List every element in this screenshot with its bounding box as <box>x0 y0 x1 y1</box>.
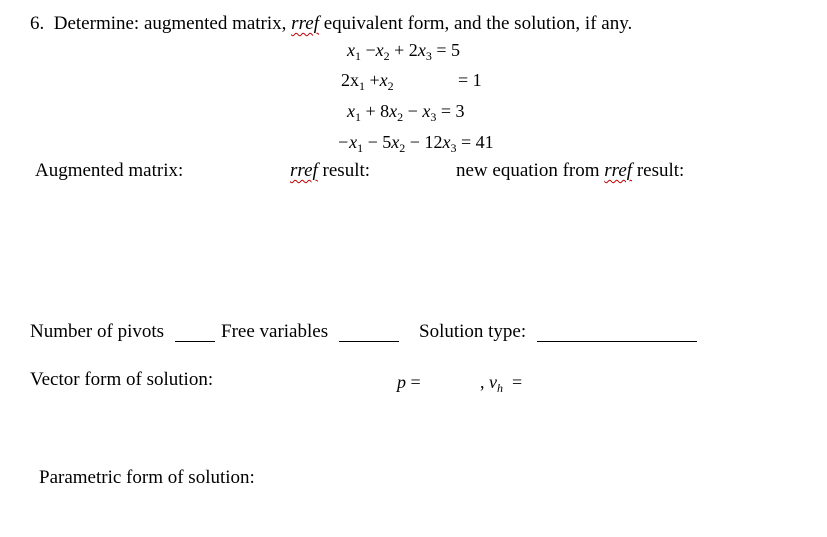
rref-result-text: result: <box>317 160 371 181</box>
p-vector-expression <box>397 371 421 393</box>
free-variables-blank[interactable] <box>339 323 399 347</box>
v-symbol: v <box>489 372 497 392</box>
vh-vector-expression <box>480 371 522 393</box>
solution-type-label: Solution type: <box>419 321 527 342</box>
eq4-term2: x <box>391 132 400 152</box>
eq2-op1: + <box>365 70 380 90</box>
eq1-op2: + 2 <box>389 40 418 60</box>
number-of-pivots-label: Number of pivots <box>30 321 165 342</box>
rref-result-label <box>290 160 370 182</box>
problem-rref-word: rref <box>291 13 319 34</box>
eq1-rhs: = 5 <box>431 40 460 60</box>
equation-4 <box>337 131 494 153</box>
v-sub: h <box>497 381 503 395</box>
eq1-op1: − <box>361 40 376 60</box>
new-equation-suffix: result: <box>632 160 685 181</box>
problem-number: 6. <box>30 13 45 34</box>
eq1-sub2: 2 <box>383 49 390 63</box>
vector-form-label: Vector form of solution: <box>30 369 214 390</box>
parametric-form-label: Parametric form of solution: <box>39 467 255 488</box>
problem-prefix: Determine: augmented matrix, <box>53 13 292 34</box>
eq2-sub2: 2 <box>387 79 394 93</box>
vh-equals: = <box>512 372 523 392</box>
new-equation-prefix: new equation from <box>456 160 605 181</box>
eq3-sub1: 1 <box>355 110 361 124</box>
eq4-rhs: = 41 <box>456 132 494 152</box>
eq2-rhs: = 1 <box>458 70 482 90</box>
eq4-sub3: 3 <box>450 141 457 155</box>
new-equation-rref-word: rref <box>604 160 633 181</box>
eq4-op1: − 5 <box>363 132 392 152</box>
eq4-sub2: 2 <box>399 141 406 155</box>
eq4-op2: − 12 <box>405 132 443 152</box>
solution-type-blank[interactable] <box>537 323 697 347</box>
eq1-sub3: 3 <box>425 49 432 63</box>
eq2-term1: 2x <box>341 70 359 90</box>
eq3-term3: x <box>422 101 431 121</box>
problem-suffix: equivalent form, and the solution, if any. <box>318 13 633 34</box>
problem-statement <box>30 13 632 35</box>
eq3-op1: + 8 <box>361 101 390 121</box>
eq3-op2: − <box>403 101 423 121</box>
eq4-term3: x <box>442 132 451 152</box>
eq3-sub3: 3 <box>430 110 437 124</box>
number-of-pivots-blank[interactable] <box>175 323 215 347</box>
p-symbol: p <box>397 372 406 392</box>
eq3-term2: x <box>389 101 398 121</box>
free-variables-label: Free variables <box>221 321 329 342</box>
equation-1 <box>347 39 460 61</box>
vh-comma: , <box>480 372 485 392</box>
eq2-sub1: 1 <box>359 79 365 93</box>
equation-3 <box>347 100 464 122</box>
eq4-sub1: 1 <box>357 141 364 155</box>
eq1-term3: x <box>417 40 426 60</box>
rref-word: rref <box>290 160 318 181</box>
new-equation-label <box>456 160 684 182</box>
eq1-term1: x <box>347 40 355 60</box>
eq3-rhs: = 3 <box>436 101 465 121</box>
eq2-term2: x <box>379 70 388 90</box>
p-equals: = <box>406 372 421 392</box>
eq4-term1: −x <box>337 132 358 152</box>
eq1-sub1: 1 <box>355 49 361 63</box>
eq1-term2: x <box>375 40 384 60</box>
eq3-sub2: 2 <box>397 110 404 124</box>
equation-2 <box>341 69 394 91</box>
augmented-matrix-label: Augmented matrix: <box>35 160 184 181</box>
eq3-term1: x <box>347 101 355 121</box>
